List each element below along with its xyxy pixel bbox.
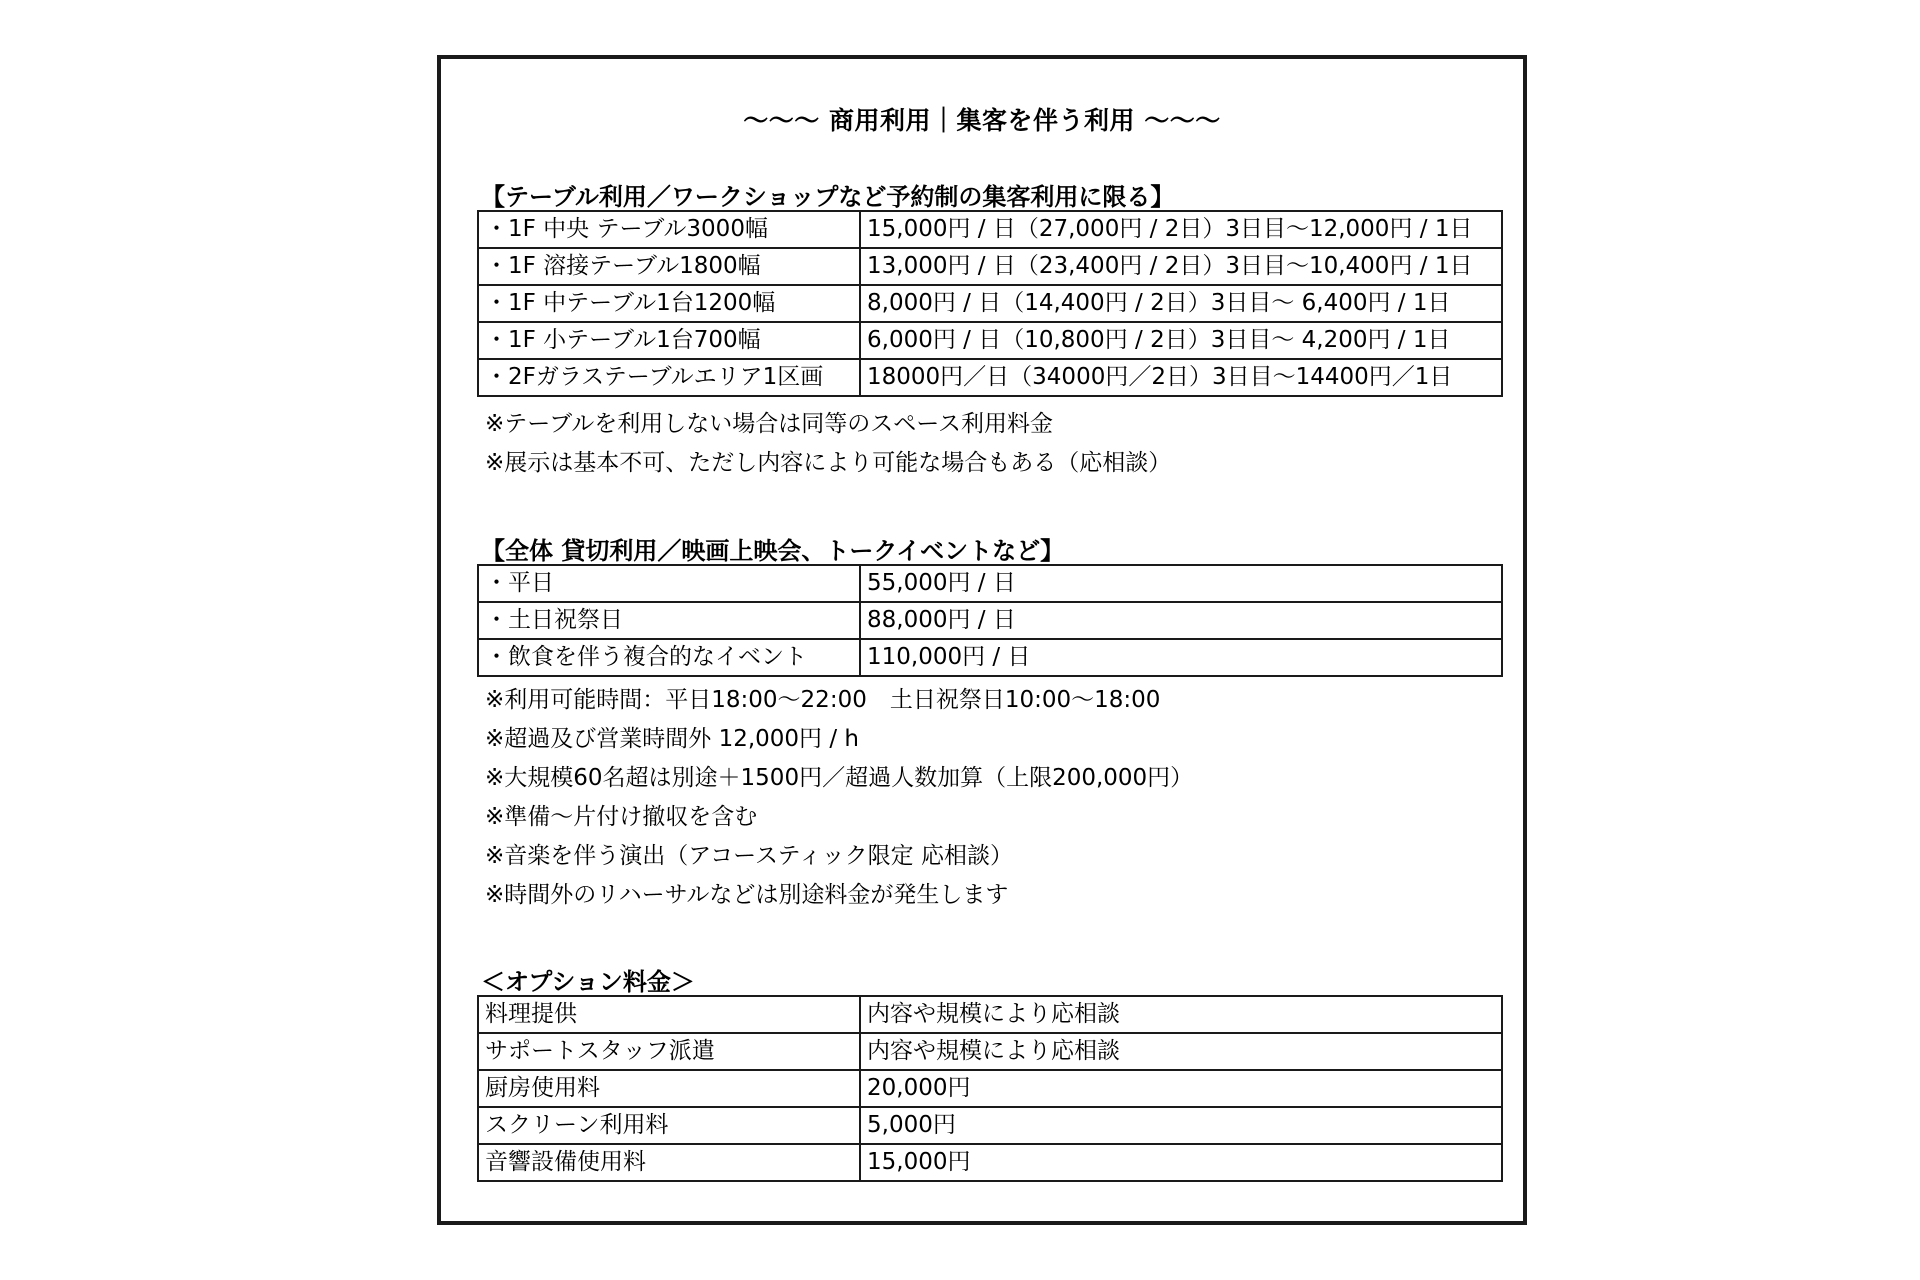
table-price-cell: 内容や規模により応相談 <box>860 996 1502 1033</box>
note-line: ※大規模60名超は別途＋1500円／超過人数加算（上限200,000円） <box>485 765 1194 791</box>
table-row <box>478 565 1502 602</box>
note-line: ※超過及び営業時間外 12,000円 / h <box>485 726 860 752</box>
table-row <box>478 359 1502 396</box>
pricing-document-frame <box>437 55 1527 1225</box>
rental-section-heading: 【全体 貸切利用／映画上映会、トークイベントなど】 <box>481 537 1065 565</box>
table-item-cell: ・1F 中テーブル1台1200幅 <box>478 285 860 322</box>
table-row <box>478 1144 1502 1181</box>
table-section-heading: 【テーブル利用／ワークショップなど予約制の集客利用に限る】 <box>481 183 1175 211</box>
table-item-cell: ・土日祝祭日 <box>478 602 860 639</box>
table-price-cell: 110,000円 / 日 <box>860 639 1502 676</box>
table-item-cell: 料理提供 <box>478 996 860 1033</box>
table-price-cell: 8,000円 / 日（14,400円 / 2日）3日目〜 6,400円 / 1日 <box>860 285 1502 322</box>
option-section-heading: ＜オプション料金＞ <box>481 968 695 996</box>
table-pricing-table <box>477 210 1503 397</box>
table-row <box>478 1107 1502 1144</box>
table-item-cell: ・飲食を伴う複合的なイベント <box>478 639 860 676</box>
table-price-cell: 13,000円 / 日（23,400円 / 2日）3日目〜10,400円 / 1日 <box>860 248 1502 285</box>
table-row <box>478 639 1502 676</box>
table-price-cell: 15,000円 <box>860 1144 1502 1181</box>
table-price-cell: 6,000円 / 日（10,800円 / 2日）3日目〜 4,200円 / 1日 <box>860 322 1502 359</box>
option-pricing-table <box>477 995 1503 1182</box>
table-price-cell: 88,000円 / 日 <box>860 602 1502 639</box>
table-price-cell: 5,000円 <box>860 1107 1502 1144</box>
table-item-cell: ・1F 中央 テーブル3000幅 <box>478 211 860 248</box>
rental-pricing-table <box>477 564 1503 677</box>
table-row <box>478 248 1502 285</box>
note-line: ※展示は基本不可、ただし内容により可能な場合もある（応相談） <box>485 450 1172 476</box>
table-item-cell: サポートスタッフ派遣 <box>478 1033 860 1070</box>
table-price-cell: 15,000円 / 日（27,000円 / 2日）3日目〜12,000円 / 1日 <box>860 211 1502 248</box>
table-row <box>478 285 1502 322</box>
table-price-cell: 20,000円 <box>860 1070 1502 1107</box>
document-title: 〜〜〜 商用利用｜集客を伴う利用 〜〜〜 <box>743 106 1221 135</box>
table-item-cell: ・平日 <box>478 565 860 602</box>
table-row <box>478 602 1502 639</box>
note-line: ※テーブルを利用しない場合は同等のスペース利用料金 <box>485 411 1054 437</box>
table-price-cell: 内容や規模により応相談 <box>860 1033 1502 1070</box>
table-item-cell: 厨房使用料 <box>478 1070 860 1107</box>
table-price-cell: 18000円／日（34000円／2日）3日目〜14400円／1日 <box>860 359 1502 396</box>
table-row <box>478 1070 1502 1107</box>
table-item-cell: ・2Fガラステーブルエリア1区画 <box>478 359 860 396</box>
table-row <box>478 322 1502 359</box>
table-row <box>478 211 1502 248</box>
table-item-cell: 音響設備使用料 <box>478 1144 860 1181</box>
table-item-cell: スクリーン利用料 <box>478 1107 860 1144</box>
note-line: ※時間外のリハーサルなどは別途料金が発生します <box>485 882 1009 908</box>
table-item-cell: ・1F 小テーブル1台700幅 <box>478 322 860 359</box>
note-line: ※音楽を伴う演出（アコースティック限定 応相談） <box>485 843 1013 869</box>
table-row <box>478 996 1502 1033</box>
note-line: ※利用可能時間：平日18:00〜22:00 土日祝祭日10:00〜18:00 <box>485 687 1161 713</box>
table-item-cell: ・1F 溶接テーブル1800幅 <box>478 248 860 285</box>
note-line: ※準備〜片付け撤収を含む <box>485 804 758 830</box>
table-price-cell: 55,000円 / 日 <box>860 565 1502 602</box>
table-row <box>478 1033 1502 1070</box>
table-section-notes <box>485 405 1171 483</box>
rental-section-notes <box>485 681 1193 915</box>
